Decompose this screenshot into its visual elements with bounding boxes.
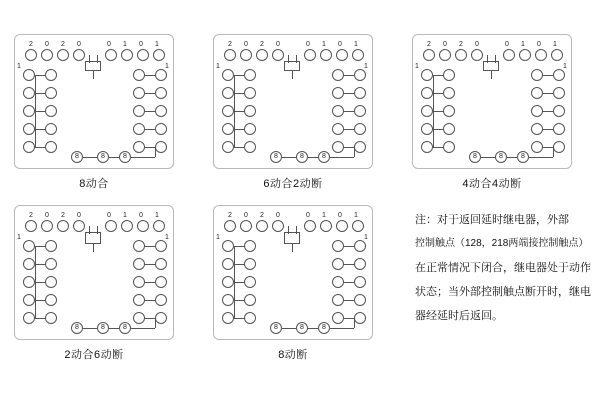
terminal-dot <box>153 49 165 61</box>
terminal-label: 0 <box>45 212 49 219</box>
terminal-label: 0 <box>45 41 49 48</box>
terminal-dot <box>354 105 366 117</box>
wire <box>35 93 46 94</box>
terminal-label: 0 <box>107 41 111 48</box>
terminal-dot <box>354 69 366 81</box>
terminal-label: 0 <box>244 41 248 48</box>
note-line: 控制触点（128，218两端接控制触点） <box>415 238 589 249</box>
contact-dot <box>244 240 256 252</box>
contact-dot <box>244 312 256 324</box>
terminal-label: 0 <box>306 41 310 48</box>
terminal-label: 0 <box>139 212 143 219</box>
terminal-dot <box>155 240 167 252</box>
terminal-dot: 8 <box>71 151 83 163</box>
wire <box>542 129 553 130</box>
terminal-label: 2 <box>260 41 264 48</box>
wire <box>144 129 155 130</box>
terminal-dot <box>23 276 35 288</box>
terminal-dot <box>222 87 234 99</box>
note-line: 注：对于返回延时继电器，外部 <box>415 214 569 226</box>
wire <box>144 318 155 319</box>
terminal-dot <box>155 276 167 288</box>
terminal-label: 1 <box>17 234 21 241</box>
terminal-label: 2 <box>260 212 264 219</box>
terminal-label: 0 <box>443 41 447 48</box>
wire <box>542 147 553 148</box>
terminal-dot <box>25 220 37 232</box>
wire <box>354 318 355 328</box>
terminal-dot <box>354 312 366 324</box>
panel-2 <box>213 34 373 191</box>
wire <box>433 75 444 76</box>
wire <box>234 75 235 147</box>
terminal-dot <box>41 49 53 61</box>
wire <box>93 71 94 79</box>
wire <box>343 93 354 94</box>
terminal-label: 0 <box>338 41 342 48</box>
wire <box>234 246 235 318</box>
contact-dot <box>244 87 256 99</box>
wire <box>35 75 36 147</box>
panel-caption: 2动合6动断 <box>64 349 124 361</box>
note-line: 在正常情况下闭合，继电器处于动作 <box>415 262 591 274</box>
terminal-label: 0 <box>338 212 342 219</box>
terminal-label: 2 <box>228 212 232 219</box>
terminal-label: 2 <box>228 41 232 48</box>
wire <box>282 328 296 329</box>
wire <box>292 71 293 79</box>
wire <box>234 75 245 76</box>
terminal-dot <box>553 123 565 135</box>
terminal-dot <box>240 220 252 232</box>
terminal-dot <box>25 49 37 61</box>
contact-dot <box>244 105 256 117</box>
terminal-dot <box>256 220 268 232</box>
coil-symbol <box>284 61 300 71</box>
wire <box>343 246 354 247</box>
terminal-label: 0 <box>139 41 143 48</box>
terminal-label: 0 <box>244 212 248 219</box>
terminal-dot <box>73 220 85 232</box>
wire <box>131 328 155 329</box>
contact-dot <box>443 105 455 117</box>
terminal-dot <box>121 49 133 61</box>
terminal-dot: 8 <box>517 151 529 163</box>
terminal-dot <box>23 69 35 81</box>
wire <box>507 157 517 158</box>
terminal-label: 1 <box>17 63 21 70</box>
terminal-dot <box>41 220 53 232</box>
panel-caption: 8动断 <box>278 349 308 361</box>
wire <box>343 318 354 319</box>
terminal-label: 1 <box>155 41 159 48</box>
terminal-dot <box>503 49 515 61</box>
contact-dot <box>45 69 57 81</box>
wire <box>89 55 90 63</box>
terminal-dot <box>354 294 366 306</box>
wire <box>144 300 155 301</box>
panel-1 <box>14 34 174 191</box>
note-block <box>415 208 600 328</box>
wire <box>234 264 245 265</box>
terminal-label: 1 <box>123 41 127 48</box>
contact-dot <box>45 276 57 288</box>
terminal-label: 1 <box>165 234 169 241</box>
wire <box>529 157 553 158</box>
wire <box>495 55 496 63</box>
terminal-dot <box>551 49 563 61</box>
terminal-dot <box>352 220 364 232</box>
terminal-dot: 8 <box>119 151 131 163</box>
terminal-dot <box>153 220 165 232</box>
terminal-dot <box>155 105 167 117</box>
wire <box>234 282 245 283</box>
coil-symbol <box>85 232 101 244</box>
terminal-dot <box>222 69 234 81</box>
terminal-dot: 8 <box>318 322 330 334</box>
terminal-label: 1 <box>415 63 419 70</box>
terminal-dot <box>23 258 35 270</box>
terminal-dot <box>553 69 565 81</box>
terminal-label: 0 <box>537 41 541 48</box>
wire <box>144 93 155 94</box>
terminal-dot <box>222 141 234 153</box>
wire <box>144 282 155 283</box>
wire <box>343 147 354 148</box>
terminal-dot <box>224 49 236 61</box>
wire <box>354 147 355 157</box>
wire <box>234 246 245 247</box>
wire <box>487 55 488 63</box>
terminal-dot <box>23 105 35 117</box>
terminal-dot <box>421 123 433 135</box>
terminal-dot <box>137 49 149 61</box>
wire <box>83 328 97 329</box>
terminal-label: 1 <box>216 63 220 70</box>
wire <box>234 318 245 319</box>
relay-wiring-diagram-3 <box>412 34 572 169</box>
terminal-dot <box>222 123 234 135</box>
wire <box>35 75 46 76</box>
wire <box>35 318 46 319</box>
wire <box>433 75 434 147</box>
wire <box>35 129 46 130</box>
terminal-label: 1 <box>553 41 557 48</box>
terminal-dot: 8 <box>270 151 282 163</box>
wire <box>330 157 354 158</box>
terminal-label: 2 <box>427 41 431 48</box>
wire <box>131 157 155 158</box>
wire <box>109 328 119 329</box>
wire <box>282 157 296 158</box>
terminal-dot <box>421 69 433 81</box>
contact-dot <box>45 240 57 252</box>
wire <box>491 71 492 79</box>
terminal-dot: 8 <box>296 151 308 163</box>
panel-5 <box>213 205 373 362</box>
wire <box>35 246 46 247</box>
contact-dot <box>45 258 57 270</box>
terminal-dot <box>354 276 366 288</box>
wire <box>542 111 553 112</box>
terminal-dot <box>421 141 433 153</box>
terminal-dot <box>352 49 364 61</box>
wire <box>35 264 46 265</box>
wire <box>542 93 553 94</box>
coil-symbol <box>284 232 300 244</box>
terminal-dot <box>519 49 531 61</box>
wire <box>343 111 354 112</box>
terminal-label: 0 <box>505 41 509 48</box>
terminal-dot: 8 <box>495 151 507 163</box>
terminal-dot <box>222 240 234 252</box>
terminal-dot: 8 <box>469 151 481 163</box>
terminal-dot <box>23 123 35 135</box>
contact-dot <box>45 87 57 99</box>
wire <box>89 226 90 234</box>
relay-wiring-diagram-1 <box>14 34 174 169</box>
note-line: 器经延时后返回。 <box>415 310 503 322</box>
contact-dot <box>244 294 256 306</box>
wire <box>343 300 354 301</box>
terminal-label: 0 <box>276 212 280 219</box>
terminal-dot <box>421 105 433 117</box>
wire <box>234 111 245 112</box>
wire <box>296 55 297 63</box>
terminal-dot <box>23 240 35 252</box>
terminal-dot <box>455 49 467 61</box>
terminal-dot <box>23 141 35 153</box>
wire <box>343 75 354 76</box>
wire <box>308 157 318 158</box>
panel-3 <box>412 34 572 191</box>
wire <box>35 147 46 148</box>
note-line: 状态；当外部控制触点断开时，继电 <box>415 286 591 298</box>
contact-dot <box>244 258 256 270</box>
terminal-label: 0 <box>77 41 81 48</box>
terminal-dot <box>73 49 85 61</box>
wire <box>35 300 46 301</box>
terminal-dot <box>354 240 366 252</box>
terminal-dot <box>304 220 316 232</box>
terminal-label: 1 <box>364 63 368 70</box>
coil-symbol <box>483 61 499 71</box>
terminal-label: 0 <box>276 41 280 48</box>
terminal-dot <box>155 123 167 135</box>
contact-dot <box>45 105 57 117</box>
terminal-label: 1 <box>322 212 326 219</box>
terminal-dot: 8 <box>270 322 282 334</box>
terminal-label: 2 <box>459 41 463 48</box>
wire <box>288 226 289 234</box>
wire <box>296 226 297 234</box>
terminal-dot <box>354 258 366 270</box>
wire <box>97 55 98 63</box>
wire <box>83 157 97 158</box>
contact-dot <box>244 276 256 288</box>
contact-dot <box>45 294 57 306</box>
terminal-dot <box>553 87 565 99</box>
terminal-label: 1 <box>216 234 220 241</box>
relay-wiring-diagram-2 <box>213 34 373 169</box>
wire <box>234 129 245 130</box>
terminal-dot: 8 <box>318 151 330 163</box>
wire <box>234 93 245 94</box>
terminal-dot <box>105 220 117 232</box>
terminal-dot: 8 <box>71 322 83 334</box>
terminal-dot <box>272 220 284 232</box>
relay-wiring-diagram-5 <box>213 205 373 340</box>
contact-dot <box>443 87 455 99</box>
terminal-dot <box>354 141 366 153</box>
wire <box>35 282 46 283</box>
terminal-dot <box>354 87 366 99</box>
terminal-dot <box>23 87 35 99</box>
terminal-dot <box>155 312 167 324</box>
terminal-dot <box>105 49 117 61</box>
terminal-dot <box>155 258 167 270</box>
terminal-dot: 8 <box>296 322 308 334</box>
wire <box>97 226 98 234</box>
wire <box>288 55 289 63</box>
wire <box>343 282 354 283</box>
wire <box>93 244 94 252</box>
wire <box>292 244 293 252</box>
terminal-label: 0 <box>475 41 479 48</box>
terminal-dot <box>304 49 316 61</box>
terminal-dot: 8 <box>97 151 109 163</box>
terminal-dot <box>320 220 332 232</box>
terminal-dot <box>222 105 234 117</box>
terminal-dot: 8 <box>119 322 131 334</box>
contact-dot <box>443 69 455 81</box>
contact-dot <box>244 123 256 135</box>
terminal-dot <box>121 220 133 232</box>
contact-dot <box>443 123 455 135</box>
terminal-dot <box>222 312 234 324</box>
wire <box>481 157 495 158</box>
terminal-label: 1 <box>322 41 326 48</box>
wire <box>433 93 444 94</box>
terminal-label: 1 <box>165 63 169 70</box>
wire <box>144 246 155 247</box>
terminal-label: 2 <box>29 41 33 48</box>
wire <box>35 246 36 318</box>
terminal-dot <box>354 123 366 135</box>
terminal-label: 1 <box>364 234 368 241</box>
wire <box>144 75 155 76</box>
terminal-dot <box>471 49 483 61</box>
terminal-dot <box>57 220 69 232</box>
terminal-label: 0 <box>107 212 111 219</box>
terminal-label: 0 <box>306 212 310 219</box>
wire <box>155 318 156 328</box>
wire <box>144 147 155 148</box>
wire <box>433 147 444 148</box>
terminal-label: 1 <box>563 63 567 70</box>
contact-dot <box>45 123 57 135</box>
wire <box>35 111 46 112</box>
terminal-dot <box>535 49 547 61</box>
terminal-label: 1 <box>521 41 525 48</box>
wire <box>308 328 318 329</box>
terminal-dot <box>421 87 433 99</box>
terminal-dot: 8 <box>97 322 109 334</box>
contact-dot <box>244 141 256 153</box>
terminal-dot <box>137 220 149 232</box>
terminal-dot <box>336 220 348 232</box>
terminal-dot <box>240 49 252 61</box>
wire <box>155 147 156 157</box>
terminal-dot <box>553 105 565 117</box>
panel-caption: 6动合2动断 <box>263 178 323 190</box>
terminal-label: 1 <box>354 41 358 48</box>
wire <box>553 147 554 157</box>
terminal-dot <box>155 87 167 99</box>
terminal-dot <box>23 312 35 324</box>
terminal-label: 2 <box>29 212 33 219</box>
terminal-label: 1 <box>155 212 159 219</box>
wire <box>144 264 155 265</box>
terminal-label: 1 <box>354 212 358 219</box>
wire <box>144 111 155 112</box>
relay-wiring-diagram-4 <box>14 205 174 340</box>
wire <box>234 147 245 148</box>
panel-caption: 8动合 <box>79 178 109 190</box>
terminal-dot <box>224 220 236 232</box>
terminal-dot <box>155 294 167 306</box>
terminal-dot <box>256 49 268 61</box>
panel-4 <box>14 205 174 362</box>
terminal-label: 2 <box>61 212 65 219</box>
wire <box>330 328 354 329</box>
wire <box>343 129 354 130</box>
terminal-dot <box>336 49 348 61</box>
terminal-dot <box>222 258 234 270</box>
terminal-dot <box>272 49 284 61</box>
contact-dot <box>45 141 57 153</box>
terminal-label: 1 <box>123 212 127 219</box>
wire <box>542 75 553 76</box>
terminal-dot <box>553 141 565 153</box>
terminal-dot <box>439 49 451 61</box>
panel-caption: 4动合4动断 <box>462 178 522 190</box>
wire <box>433 129 444 130</box>
wire <box>433 111 444 112</box>
terminal-dot <box>423 49 435 61</box>
contact-dot <box>244 69 256 81</box>
wire <box>234 300 245 301</box>
contact-dot <box>443 141 455 153</box>
terminal-dot <box>155 141 167 153</box>
terminal-dot <box>222 276 234 288</box>
wire <box>109 157 119 158</box>
wire <box>343 264 354 265</box>
coil-symbol <box>85 61 101 71</box>
terminal-label: 0 <box>77 212 81 219</box>
terminal-dot <box>23 294 35 306</box>
terminal-dot <box>155 69 167 81</box>
terminal-dot <box>320 49 332 61</box>
terminal-dot <box>222 294 234 306</box>
contact-dot <box>45 312 57 324</box>
terminal-label: 2 <box>61 41 65 48</box>
terminal-dot <box>57 49 69 61</box>
